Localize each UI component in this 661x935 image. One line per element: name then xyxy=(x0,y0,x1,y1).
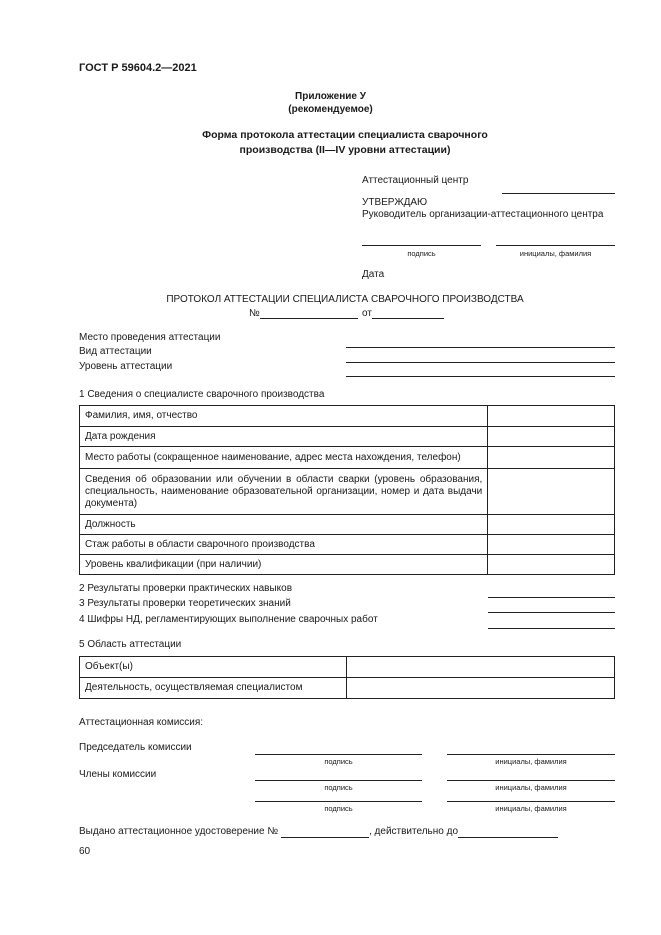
chairman-signature-line xyxy=(255,754,422,755)
row-value-cell xyxy=(488,515,615,535)
row-label: Должность xyxy=(80,515,488,535)
section3-title: 3 Результаты проверки теоретических знаний xyxy=(79,598,291,609)
table-row xyxy=(80,535,615,555)
attestation-center-label: Аттестационный центр xyxy=(362,175,469,186)
section5-title: 5 Область аттестации xyxy=(79,639,182,650)
table-row xyxy=(80,427,615,447)
approval-initials-line xyxy=(496,245,615,246)
row-label: Уровень квалификации (при наличии) xyxy=(80,555,488,575)
protocol-title: ПРОТОКОЛ АТТЕСТАЦИИ СПЕЦИАЛИСТА СВАРОЧНОГО ПРОИЗВОДСТВА xyxy=(166,294,524,305)
section3-line xyxy=(488,612,615,613)
commission-title: Аттестационная комиссия: xyxy=(79,717,204,728)
table-row xyxy=(80,406,615,427)
place-label: Место проведения аттестации xyxy=(79,332,221,343)
type-line xyxy=(346,362,615,363)
approval-signature-caption: подпись xyxy=(407,249,436,258)
chairman-signature-caption: подпись xyxy=(324,757,353,766)
section1-title: 1 Сведения о специалисте сварочного производства xyxy=(79,389,325,400)
row-label: Дата рождения xyxy=(80,427,488,447)
page-number: 60 xyxy=(79,846,91,857)
member1-signature-caption: подпись xyxy=(324,783,353,792)
member2-signature-line xyxy=(255,801,422,802)
chairman-initials-line xyxy=(447,754,615,755)
row-label: Сведения об образовании или обучении в области сварки (уровень образования, специальность, наименование образовательной организации, номер и дата выдачи документа) xyxy=(80,469,488,515)
row-label: Стаж работы в области сварочного производства xyxy=(80,535,488,555)
certificate-issued-label: Выдано аттестационное удостоверение № xyxy=(79,826,279,837)
member1-signature-line xyxy=(255,780,422,781)
section2-line xyxy=(488,597,615,598)
member2-signature-caption: подпись xyxy=(324,804,353,813)
protocol-from-label: от xyxy=(362,308,372,319)
row-value-cell xyxy=(488,555,615,575)
form-title-line1: Форма протокола аттестации специалиста сварочного xyxy=(202,129,488,141)
row-value-cell xyxy=(488,427,615,447)
member1-initials-line xyxy=(447,780,615,781)
table-row xyxy=(80,447,615,469)
table-row xyxy=(80,555,615,575)
form-title-line2: производства (II—IV уровни аттестации) xyxy=(239,144,451,156)
table-row xyxy=(80,469,615,515)
place-line xyxy=(346,347,615,348)
type-label: Вид аттестации xyxy=(79,346,152,357)
member2-initials-line xyxy=(447,801,615,802)
row-label: Фамилия, имя, отчество xyxy=(80,406,488,427)
row-value-cell xyxy=(488,535,615,555)
level-line xyxy=(346,376,615,377)
attestation-center-line xyxy=(502,193,615,194)
certificate-valid-line xyxy=(458,837,558,838)
row-label: Деятельность, осуществляемая специалистом xyxy=(80,678,347,699)
row-label: Объект(ы) xyxy=(80,657,347,678)
members-label: Члены комиссии xyxy=(79,769,157,780)
row-value-cell xyxy=(346,678,614,699)
chairman-label: Председатель комиссии xyxy=(79,742,192,753)
protocol-date-line xyxy=(372,318,444,319)
member1-initials-caption: инициалы, фамилия xyxy=(495,783,567,792)
protocol-number-line xyxy=(260,318,358,319)
certificate-number-line xyxy=(281,837,369,838)
date-label: Дата xyxy=(362,269,385,280)
chairman-initials-caption: инициалы, фамилия xyxy=(495,757,567,766)
row-value-cell xyxy=(346,657,614,678)
member2-initials-caption: инициалы, фамилия xyxy=(495,804,567,813)
head-of-organization-label: Руководитель организации-аттестационного центра xyxy=(362,209,604,220)
level-label: Уровень аттестации xyxy=(79,361,173,372)
appendix-subtitle: (рекомендуемое) xyxy=(288,104,373,115)
approve-label: УТВЕРЖДАЮ xyxy=(362,197,428,208)
table-row xyxy=(80,657,615,678)
section4-title: 4 Шифры НД, регламентирующих выполнение сварочных работ xyxy=(79,614,378,625)
section2-title: 2 Результаты проверки практических навыков xyxy=(79,583,293,594)
certificate-valid-label: , действительно до xyxy=(369,826,459,837)
standard-code: ГОСТ Р 59604.2—2021 xyxy=(79,62,197,74)
specialist-info-table xyxy=(79,405,615,575)
row-value-cell xyxy=(488,469,615,515)
appendix-title: Приложение У xyxy=(295,91,366,102)
section4-line xyxy=(488,628,615,629)
protocol-number-label: № xyxy=(249,308,260,319)
attestation-scope-table xyxy=(79,656,615,699)
row-label: Место работы (сокращенное наименование, адрес места нахождения, телефон) xyxy=(80,447,488,469)
row-value-cell xyxy=(488,447,615,469)
table-row xyxy=(80,678,615,699)
row-value-cell xyxy=(488,406,615,427)
approval-initials-caption: инициалы, фамилия xyxy=(519,249,592,258)
table-row xyxy=(80,515,615,535)
approval-signature-line xyxy=(362,245,481,246)
